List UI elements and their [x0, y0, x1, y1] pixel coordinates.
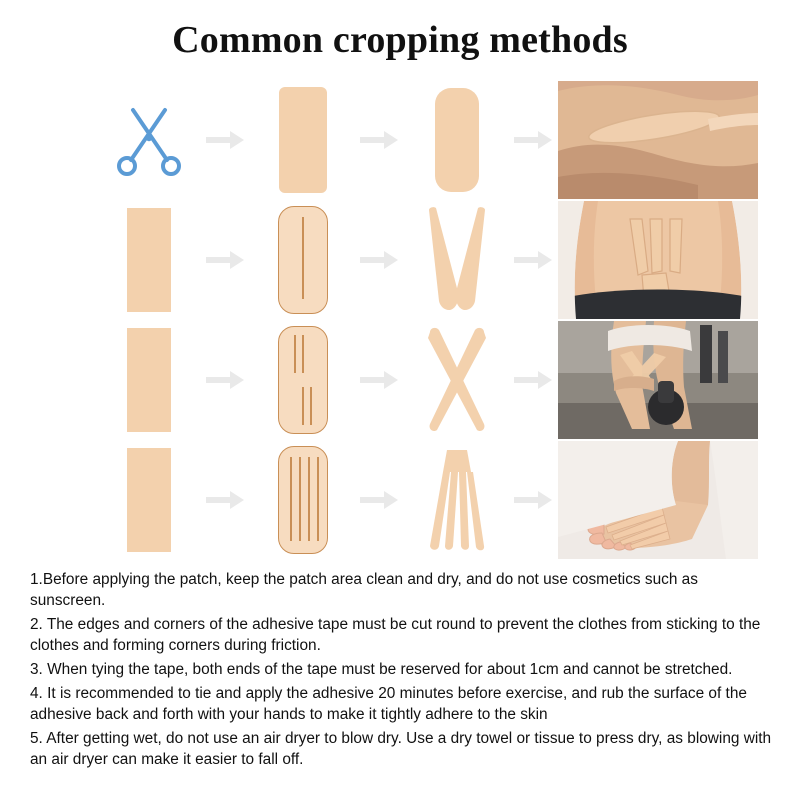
- scissors-icon: [96, 80, 202, 200]
- instruction-item: 3. When tying the tape, both ends of the tape must be reserved for about 1cm and cannot be stretched.: [30, 660, 733, 678]
- arrow-icon: [202, 320, 250, 440]
- tape-blank-rounded-wide: [250, 80, 356, 200]
- table-row: [96, 320, 708, 440]
- instruction-item: 2. The edges and corners of the adhesive tape must be cut round to prevent the clothes from sticking to the clothes and forming corners during friction.: [30, 615, 761, 654]
- tape-fan-shape: [404, 440, 510, 560]
- photo-foot-fan-tape: [558, 440, 758, 560]
- page-title: Common cropping methods: [172, 19, 628, 61]
- arrow-icon: [356, 80, 404, 200]
- table-row: [96, 200, 708, 320]
- photo-back-i-tape: [558, 80, 758, 200]
- arrow-icon: [202, 80, 250, 200]
- arrow-icon: [356, 200, 404, 320]
- arrow-icon: [202, 200, 250, 320]
- instructions-list: [30, 570, 774, 773]
- tape-x-shape: [404, 320, 510, 440]
- photo-knee-x-tape: [558, 320, 758, 440]
- tape-outline-single-cut: [250, 200, 356, 320]
- instruction-item: 4. It is recommended to tie and apply the adhesive 20 minutes before exercise, and rub the surface of the adhesive back and forth with your hands to make it tightly adhere to the skin: [30, 684, 747, 723]
- tape-outline-double-cut: [250, 320, 356, 440]
- instruction-item: 1.Before applying the patch, keep the patch area clean and dry, and do not use cosmetics such as sunscreen.: [30, 571, 698, 609]
- arrow-icon: [510, 440, 558, 560]
- photo-back-y-tape: [558, 200, 758, 320]
- tape-blank-square: [96, 200, 202, 320]
- table-row: [96, 440, 708, 560]
- tape-y-shape: [404, 200, 510, 320]
- arrow-icon: [356, 440, 404, 560]
- arrow-icon: [356, 320, 404, 440]
- tape-blank-square: [96, 320, 202, 440]
- arrow-icon: [510, 320, 558, 440]
- table-row: [96, 80, 708, 200]
- tape-blank-square: [96, 440, 202, 560]
- arrow-icon: [510, 80, 558, 200]
- instruction-item: 5. After getting wet, do not use an air dryer to blow dry. Use a dry towel or tissue to press dry, as blowing with an air dryer can make it easier to fall off.: [30, 729, 772, 768]
- tape-outline-fan-cut: [250, 440, 356, 560]
- arrow-icon: [202, 440, 250, 560]
- cropping-methods-grid: [96, 80, 708, 560]
- arrow-icon: [510, 200, 558, 320]
- tape-i-shape: [404, 80, 510, 200]
